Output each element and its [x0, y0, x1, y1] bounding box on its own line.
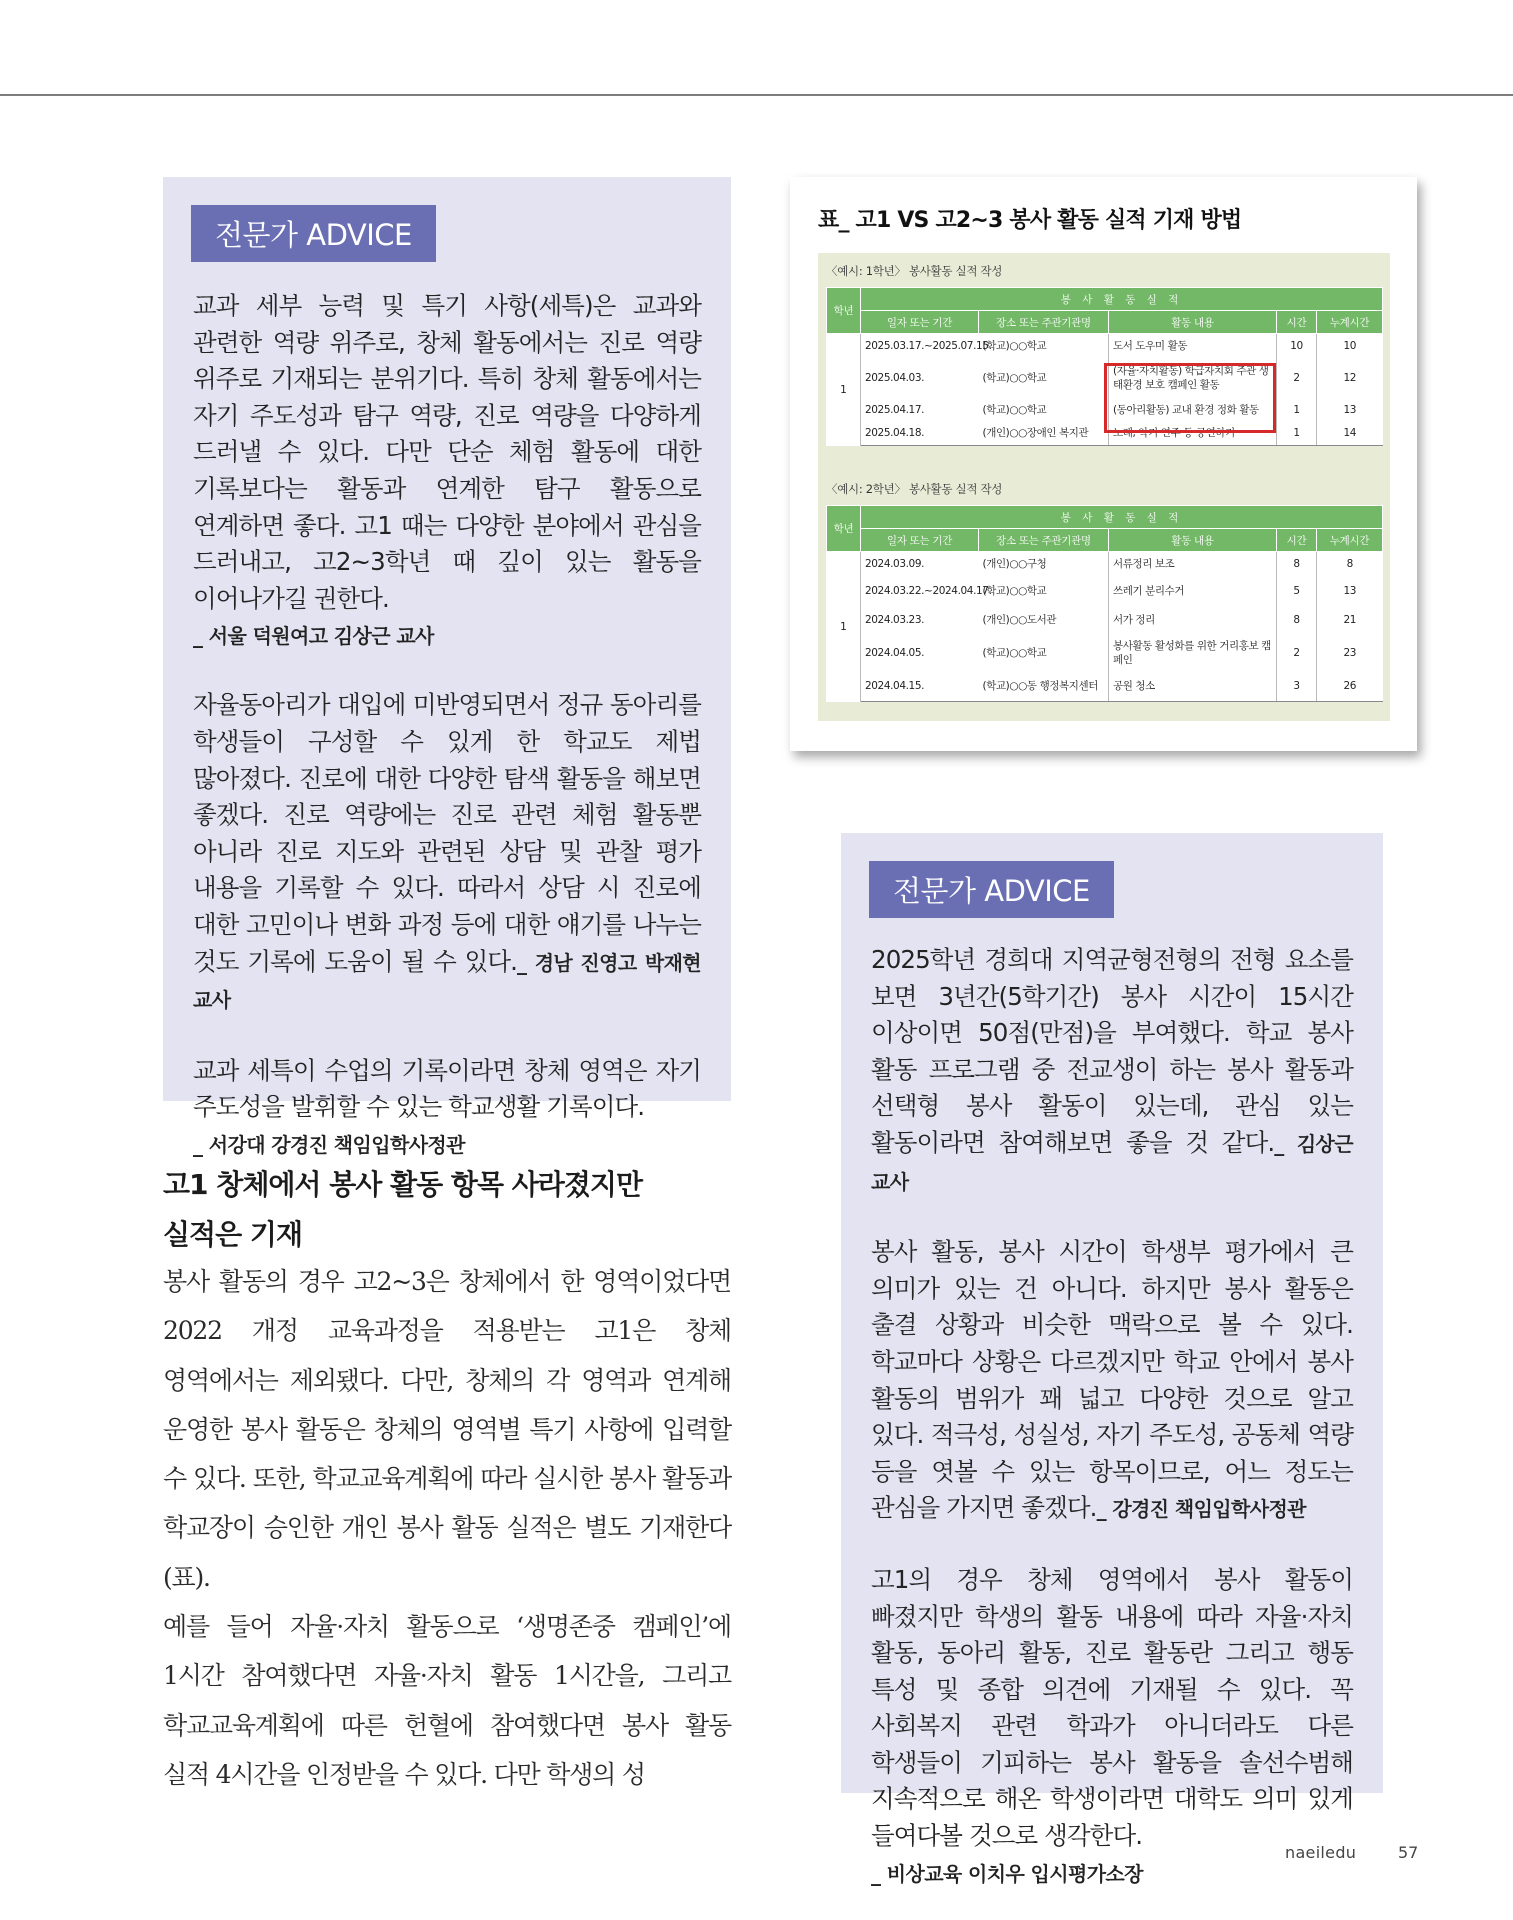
table-title: 표_ 고1 VS 고2~3 봉사 활동 실적 기재 방법 — [818, 208, 1242, 233]
header-span: 봉 사 활 동 실 적 — [861, 288, 1383, 311]
cell-period: 2024.04.05. — [865, 646, 925, 659]
header-content: 활동 내용 — [1109, 529, 1277, 552]
grade-cell: 1 — [827, 334, 861, 446]
advice-source: _ 서울 덕원여고 김상근 교사 — [193, 624, 434, 649]
cell-content: 봉사활동 활성화를 위한 거리홍보 캠페인 — [1109, 634, 1277, 672]
cell-place: (개인)○○장애인 복지관 — [979, 422, 1109, 446]
header-content: 활동 내용 — [1109, 311, 1277, 334]
cell-period: 2024.03.22.~2024.04.17. — [865, 584, 992, 597]
cell-cumulative: 23 — [1343, 646, 1357, 659]
page-number: 57 — [1398, 1843, 1419, 1862]
cell-cumulative: 13 — [1343, 403, 1357, 416]
cell-content: 노래, 악기 연주 등 공연하기 — [1109, 422, 1277, 446]
table-row — [827, 334, 1383, 358]
cell-content: 쓰레기 분리수거 — [1109, 576, 1277, 606]
header-cumulative: 누계시간 — [1317, 311, 1383, 334]
cell-content: (자율·자치활동) 학급자치회 주관 생태환경 보호 캠페인 활동 — [1109, 358, 1277, 398]
header-period: 일자 또는 기간 — [861, 311, 979, 334]
cell-place: (학교)○○학교 — [979, 576, 1109, 606]
advice-tag: 전문가 ADVICE — [869, 861, 1114, 918]
cell-hours: 1 — [1277, 398, 1317, 422]
cell-hours: 8 — [1277, 552, 1317, 576]
table-panel — [818, 253, 1390, 721]
cell-period: 2025.04.18. — [861, 422, 979, 446]
footer-brand: naeiledu — [1285, 1843, 1357, 1862]
advice-paragraph: 2025학년 경희대 지역균형전형의 전형 요소를 보면 3년간(5학기간) 봉사 시간이 15시간 이상이면 50점(만점)을 부여했다. 학교 봉사 활동 프로그램 중 전교생이 하는 봉사 활동과 선택형 봉사 활동이 있는데, 관심 있는 활동이라면 참여해보면 좋을 것 같다._ 김상근 교사 — [871, 945, 1353, 1194]
cell-period: 2024.04.15. — [861, 672, 979, 702]
cell-hours: 10 — [1277, 334, 1317, 358]
cell-place: (개인)○○구청 — [979, 552, 1109, 576]
cell-content: 서가 정리 — [1109, 606, 1277, 634]
cell-cumulative: 13 — [1343, 584, 1357, 597]
cell-hours: 8 — [1277, 606, 1317, 634]
service-table-grade2 — [826, 505, 1383, 702]
cell-period: 2024.03.09. — [865, 557, 925, 570]
header-place: 장소 또는 주관기관명 — [979, 529, 1109, 552]
cell-cumulative: 26 — [1317, 672, 1383, 702]
cell-place: (학교)○○학교 — [979, 334, 1109, 358]
cell-cumulative: 12 — [1343, 371, 1357, 384]
cell-hours: 3 — [1277, 672, 1317, 702]
cell-cumulative: 21 — [1343, 613, 1357, 626]
table-row — [827, 606, 1383, 634]
cell-content: (동아리활동) 교내 환경 정화 활동 — [1109, 398, 1277, 422]
advice-paragraph: 교과 세부 능력 및 특기 사항(세특)은 교과와 관련한 역량 위주로, 창체 활동에서는 진로 역량 위주로 기재되는 분위기다. 특히 창체 활동에서는 자기 주도성과 탐구 역량, 진로 역량을 다양하게 드러낼 수 있다. 다만 단순 체험 활동에 대한 기록보다는 활동과 연계한 탐구 활동으로 연계하면 좋다. 고1 때는 다양한 분야에서 관심을 드러내고, 고2~3학년 때 깊이 있는 활동을 이어나가길 권한다. — [193, 291, 701, 613]
cell-cumulative: 8 — [1346, 557, 1353, 570]
cell-content: 공원 청소 — [1109, 672, 1277, 702]
service-table-card — [790, 177, 1417, 751]
header-hours: 시간 — [1277, 529, 1317, 552]
cell-content: 서류정리 보조 — [1109, 552, 1277, 576]
advice-source: _ 강경진 책임입학사정관 — [1096, 1497, 1306, 1522]
article-paragraph: 예를 들어 자율·자치 활동으로 ‘생명존중 캠페인’에 1시간 참여했다면 자율·자치 활동 1시간을, 그리고 학교교육계획에 따른 헌혈에 참여했다면 봉사 활동 실적 4시간을 인정받을 수 있다. 다만 학생의 성 — [163, 1612, 731, 1789]
article-body — [163, 1257, 731, 1799]
example-label: 〈예시: 2학년〉 봉사활동 실적 작성 — [826, 482, 1003, 496]
cell-content: 도서 도우미 활동 — [1109, 334, 1277, 358]
cell-place: (학교)○○학교 — [979, 358, 1109, 398]
highlight-box — [1104, 363, 1276, 433]
cell-cumulative: 14 — [1317, 422, 1383, 446]
header-grade: 학년 — [827, 288, 861, 334]
advice-source: _ 서강대 강경진 책임입학사정관 — [193, 1132, 465, 1157]
header-period: 일자 또는 기간 — [861, 529, 979, 552]
advice-paragraph: 고1의 경우 창체 영역에서 봉사 활동이 빠졌지만 학생의 활동 내용에 따라 자율·자치 활동, 동아리 활동, 진로 활동란 그리고 행동 특성 및 종합 의견에 기재될 수 있다. 꼭 사회복지 관련 학과가 아니더라도 다른 학생들이 기피하는 봉사 활동을 솔선수범해 지속적으로 해온 학생이라면 대학도 의미 있게 들여다볼 것으로 생각한다. — [871, 1564, 1353, 1851]
advice-paragraph: 봉사 활동, 봉사 시간이 학생부 평가에서 큰 의미가 있는 건 아니다. 하지만 봉사 활동은 출결 상황과 비슷한 맥락으로 볼 수 있다. 학교마다 상황은 다르겠지만 학교 안에서 봉사 활동의 범위가 꽤 넓고 다양한 것으로 알고 있다. 적극성, 성실성, 자기 주도성, 공동체 역량 등을 엿볼 수 있는 항목이므로, 어느 정도는 관심을 가지면 좋겠다._ 강경진 책임입학사정관 — [871, 1237, 1353, 1523]
cell-period: 2025.03.17.~2025.07.15. — [865, 339, 992, 352]
advice-tag: 전문가 ADVICE — [191, 205, 436, 262]
cell-hours: 1 — [1277, 422, 1317, 446]
grade-cell: 1 — [827, 552, 861, 702]
table-row — [827, 672, 1383, 702]
header-cumulative: 누계시간 — [1317, 529, 1383, 552]
cell-period: 2025.04.17. — [865, 403, 925, 416]
cell-period: 2024.03.23. — [865, 613, 925, 626]
cell-hours: 2 — [1277, 634, 1317, 672]
table-row — [827, 634, 1383, 672]
advice-source: _ 비상교육 이치우 입시평가소장 — [871, 1861, 1143, 1886]
top-rule — [0, 94, 1513, 96]
table-row — [827, 552, 1383, 576]
header-hours: 시간 — [1277, 311, 1317, 334]
cell-place: (개인)○○도서관 — [979, 606, 1109, 634]
cell-cumulative: 10 — [1343, 339, 1357, 352]
cell-place: (학교)○○동 행정복지센터 — [979, 672, 1109, 702]
advice-paragraph: 교과 세특이 수업의 기록이라면 창체 영역은 자기 주도성을 발휘할 수 있는 학교생활 기록이다. — [193, 1055, 701, 1122]
table-row — [827, 576, 1383, 606]
header-grade: 학년 — [827, 506, 861, 552]
example-label: 〈예시: 1학년〉 봉사활동 실적 작성 — [826, 264, 1003, 278]
article-heading: 고1 창체에서 봉사 활동 항목 사라졌지만 실적은 기재 — [163, 1168, 642, 1251]
cell-place: (학교)○○학교 — [979, 398, 1109, 422]
advice-source: _ 경남 진영고 박재현 교사 — [193, 950, 702, 1013]
cell-period: 2025.04.03. — [865, 371, 925, 384]
cell-hours: 2 — [1277, 358, 1317, 398]
advice-source: _ 김상근 교사 — [871, 1131, 1353, 1194]
header-span: 봉 사 활 동 실 적 — [861, 506, 1383, 529]
advice-box-left — [163, 177, 731, 1157]
advice-paragraph: 자율동아리가 대입에 미반영되면서 정규 동아리를 학생들이 구성할 수 있게 한 학교도 제법 많아졌다. 진로에 대한 다양한 탐색 활동을 해보면 좋겠다. 진로 역량에는 진로 관련 체험 활동뿐 아니라 진로 지도와 관련된 상담 및 관찰 평가 내용을 기록할 수 있다. 따라서 상담 시 진로에 대한 고민이나 변화 과정 등에 대한 얘기를 나누는 것도 기록에 도움이 될 수 있다._ 경남 진영고 박재현 교사 — [193, 690, 702, 1013]
article-paragraph: 봉사 활동의 경우 고2~3은 창체에서 한 영역이었다면 2022 개정 교육과정을 적용받는 고1은 창체 영역에서는 제외됐다. 다만, 창체의 각 영역과 연계해 운영한 봉사 활동은 창체의 영역별 특기 사항에 입력할 수 있다. 또한, 학교교육계획에 따라 실시한 봉사 활동과 학교장이 승인한 개인 봉사 활동 실적은 별도 기재한다(표). — [163, 1267, 731, 1592]
cell-hours: 5 — [1277, 576, 1317, 606]
header-place: 장소 또는 주관기관명 — [979, 311, 1109, 334]
cell-place: (학교)○○학교 — [979, 634, 1109, 672]
